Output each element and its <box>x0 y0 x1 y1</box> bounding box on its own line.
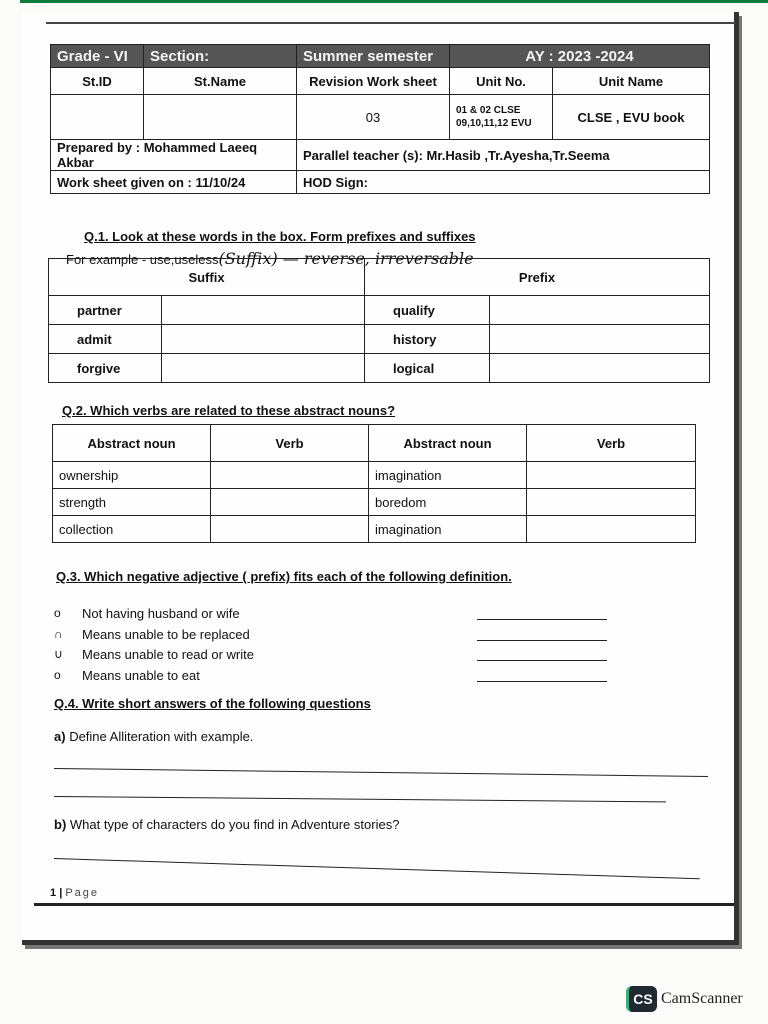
definition-text: Not having husband or wife <box>82 606 240 621</box>
page-separator: | <box>59 887 63 899</box>
st-id-label: St.ID <box>51 68 144 95</box>
q1-title: Q.1. Look at these words in the box. Form prefixes and suffixes <box>84 229 476 244</box>
academic-year-label: AY : 2023 -2024 <box>525 47 634 65</box>
section-label: Section: <box>150 47 210 65</box>
st-name-field[interactable] <box>144 95 297 140</box>
camscanner-logo-icon: CS <box>626 986 657 1012</box>
table-row <box>53 489 696 516</box>
q4a-text: Define Alliteration with example. <box>69 729 254 744</box>
table-row <box>49 325 710 354</box>
q4-title: Q.4. Write short answers of the following questions <box>54 696 371 711</box>
semester-label: Summer semester <box>303 47 434 65</box>
answer-blank[interactable] <box>477 640 607 641</box>
col-header-abstract-noun: Abstract noun <box>369 425 527 462</box>
q2-table <box>52 424 696 543</box>
verb-answer[interactable] <box>211 516 369 543</box>
prefix-answer[interactable] <box>490 325 710 354</box>
unit-name-label: Unit Name <box>553 68 710 95</box>
suffix-word: admit <box>49 325 162 354</box>
page-number: 1 <box>50 887 57 899</box>
suffix-header: Suffix <box>49 259 365 296</box>
q3-title: Q.3. Which negative adjective ( prefix) fits each of the following definition. <box>56 569 512 584</box>
parallel-teachers: Parallel teacher (s): Mr.Hasib ,Tr.Ayesha,Tr.Seema <box>297 140 710 171</box>
q1-table <box>48 258 710 383</box>
page-word: Page <box>65 887 100 899</box>
camscanner-name: CamScanner <box>661 990 743 1007</box>
table-row <box>53 516 696 543</box>
worksheet-number: 03 <box>297 95 450 140</box>
section-cell <box>144 45 297 68</box>
abstract-noun: boredom <box>369 489 527 516</box>
abstract-noun: strength <box>53 489 211 516</box>
q2-title: Q.2. Which verbs are related to these abstract nouns? <box>62 403 396 418</box>
q1-example-handwritten: (Suffix) — reverse, irreversable <box>218 249 474 268</box>
prefix-answer[interactable] <box>490 354 710 383</box>
verb-answer[interactable] <box>527 462 696 489</box>
q4b-text: What type of characters do you find in Adventure stories? <box>69 817 400 832</box>
list-item <box>52 627 632 648</box>
unit-numbers <box>450 95 553 140</box>
q4a-label: a) <box>54 729 66 744</box>
prefix-header: Prefix <box>365 259 710 296</box>
camscanner-watermark <box>626 986 743 1012</box>
definition-text: Means unable to eat <box>82 667 200 683</box>
definition-text: Means unable to be replaced <box>82 626 250 642</box>
q1-example-label: For example - use,useless <box>66 252 219 267</box>
table-row <box>49 296 710 325</box>
suffix-word: forgive <box>49 354 162 383</box>
prefix-answer[interactable] <box>490 296 710 325</box>
abstract-noun: imagination <box>369 516 527 543</box>
suffix-answer[interactable] <box>162 296 365 325</box>
verb-answer[interactable] <box>211 462 369 489</box>
prefix-word: history <box>365 325 490 354</box>
list-item <box>52 606 632 627</box>
unit-numbers-line1: 01 & 02 CLSE <box>456 105 521 116</box>
verb-answer[interactable] <box>527 489 696 516</box>
abstract-noun: ownership <box>53 462 211 489</box>
bullet-icon: o <box>54 606 61 620</box>
q3-definition-list <box>52 606 632 688</box>
grade-label: Grade - VI <box>57 47 128 65</box>
bullet-icon: ∩ <box>54 626 63 641</box>
ay-cell <box>450 45 710 68</box>
abstract-noun: imagination <box>369 462 527 489</box>
suffix-word: partner <box>49 296 162 325</box>
unit-no-label: Unit No. <box>450 68 553 95</box>
q4b-question <box>54 817 399 832</box>
worksheet-label: Revision Work sheet <box>297 68 450 95</box>
grade-cell <box>51 45 144 68</box>
prefix-word: logical <box>365 354 490 383</box>
page-footer <box>50 887 99 899</box>
q4b-label: b) <box>54 817 67 832</box>
answer-blank[interactable] <box>477 660 607 661</box>
col-header-abstract-noun: Abstract noun <box>53 425 211 462</box>
verb-answer[interactable] <box>211 489 369 516</box>
scan-edge-line <box>20 0 768 3</box>
list-item <box>52 668 632 689</box>
prepared-by: Prepared by : Mohammed Laeeq Akbar <box>51 140 297 171</box>
table-row <box>49 354 710 383</box>
answer-blank[interactable] <box>477 619 607 620</box>
footer-rule <box>34 903 734 906</box>
col-header-verb: Verb <box>211 425 369 462</box>
abstract-noun: collection <box>53 516 211 543</box>
prefix-word: qualify <box>365 296 490 325</box>
semester-cell <box>297 45 450 68</box>
st-name-label: St.Name <box>144 68 297 95</box>
answer-blank[interactable] <box>477 681 607 682</box>
bullet-icon: o <box>54 667 61 682</box>
suffix-answer[interactable] <box>162 354 365 383</box>
definition-text: Means unable to read or write <box>82 647 254 662</box>
unit-numbers-line2: 09,10,11,12 EVU <box>456 118 532 129</box>
col-header-verb: Verb <box>527 425 696 462</box>
suffix-answer[interactable] <box>162 325 365 354</box>
q4a-question <box>54 729 253 744</box>
unit-name-value: CLSE , EVU book <box>553 95 710 140</box>
bullet-icon: ∪ <box>54 647 63 661</box>
verb-answer[interactable] <box>527 516 696 543</box>
header-table <box>50 44 710 194</box>
list-item <box>52 647 632 668</box>
table-row <box>53 462 696 489</box>
given-on: Work sheet given on : 11/10/24 <box>51 171 297 194</box>
st-id-field[interactable] <box>51 95 144 140</box>
hod-sign[interactable]: HOD Sign: <box>297 171 710 194</box>
